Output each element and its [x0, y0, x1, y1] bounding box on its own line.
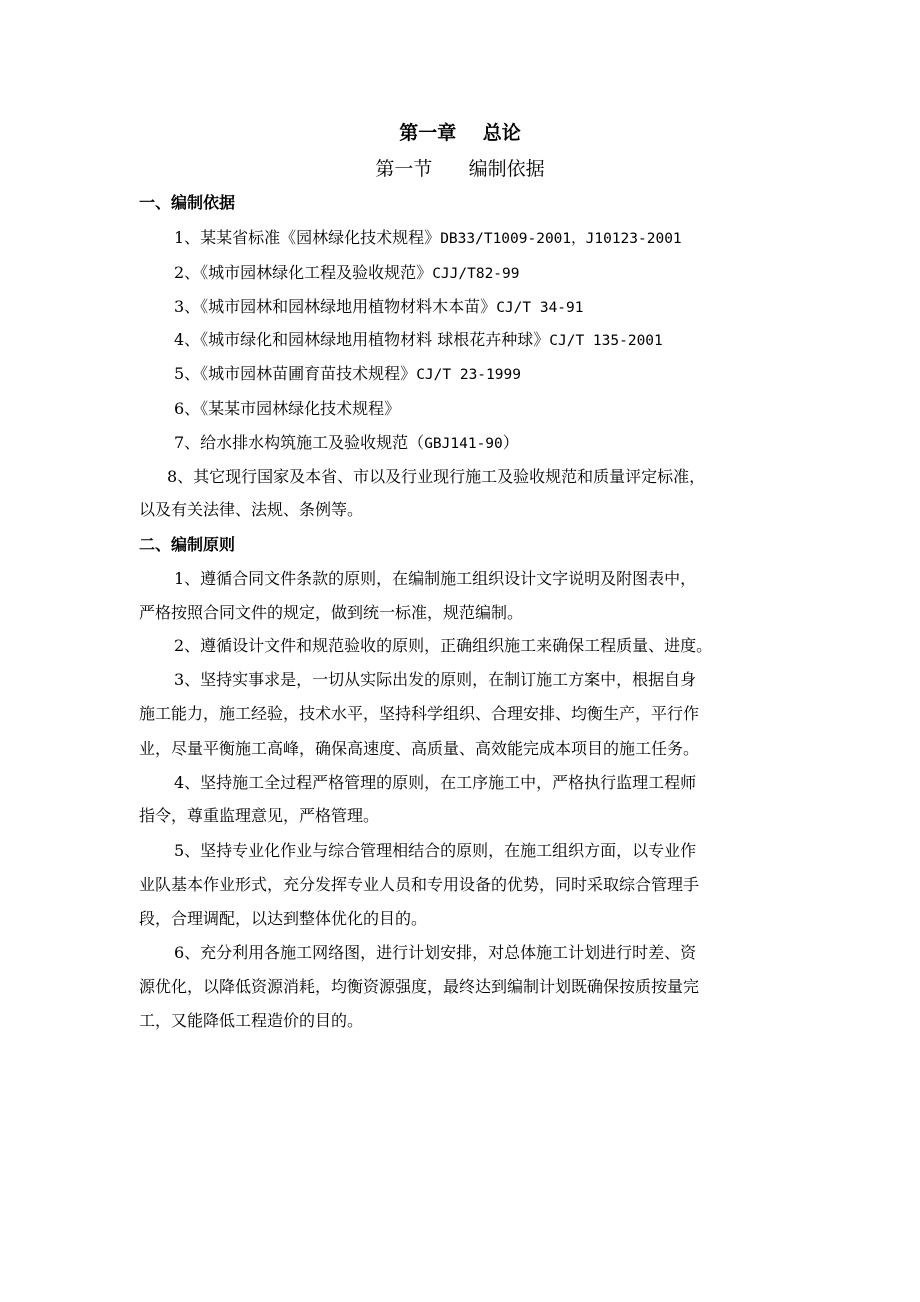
chapter-title: 第一章 总论: [399, 122, 521, 144]
basis-item-text: 7、给水排水构筑施工及验收规范（: [174, 433, 425, 452]
basis-item-text: 1、某某省标准《园林绿化技术规程》: [174, 228, 441, 247]
basis-item-6: [174, 396, 819, 419]
principle-line: 1、遵循合同文件条款的原则，在编制施工组织设计文字说明及附图表中，: [174, 569, 697, 588]
basis-item-code: GBJ141-90: [424, 436, 503, 452]
principle-line: 指令，尊重监理意见，严格管理。: [139, 806, 380, 825]
principle-line: 业，尽量平衡施工高峰，确保高速度、高质量、高效能完成本项目的施工任务。: [139, 739, 700, 758]
basis-item-text: 2、《城市园林绿化工程及验收规范》: [174, 263, 433, 282]
basis-heading: 一、编制依据: [139, 193, 236, 212]
principle-line: 工，又能降低工程造价的目的。: [139, 1011, 364, 1030]
basis-item-text: 5、《城市园林苗圃育苗技术规程》: [174, 364, 417, 383]
basis-item-code: CJ/T 135-2001: [549, 333, 663, 349]
basis-item-code: CJ/T 23-1999: [416, 367, 521, 383]
principles-heading: 二、编制原则: [139, 535, 236, 554]
basis-item-code: CJ/T 34-91: [496, 300, 584, 316]
basis-item-7: [174, 430, 819, 453]
basis-item-code: CJJ/T82-99: [432, 266, 520, 282]
basis-item-3: [174, 294, 819, 317]
basis-item-text: 6、《某某市园林绿化技术规程》: [174, 399, 401, 418]
principle-line: 6、充分利用各施工网络图，进行计划安排，对总体施工计划进行时差、资: [174, 943, 697, 962]
principle-line: 3、坚持实事求是，一切从实际出发的原则，在制订施工方案中，根据自身: [174, 670, 697, 689]
section-title: 第一节 编制依据: [375, 158, 545, 180]
basis-item-8-line-2: 以及有关法律、法规、条例等。: [139, 500, 364, 519]
principle-line: 2、遵循设计文件和规范验收的原则，正确组织施工来确保工程质量、进度。: [174, 636, 713, 655]
principle-line: 严格按照合同文件的规定，做到统一标准，规范编制。: [139, 603, 524, 622]
principle-line: 源优化，以降低资源消耗，均衡资源强度，最终达到编制计划既确保按质按量完: [139, 977, 700, 996]
principle-line: 4、坚持施工全过程严格管理的原则，在工序施工中，严格执行监理工程师: [174, 773, 697, 792]
principle-line: 段，合理调配，以达到整体优化的目的。: [139, 909, 428, 928]
basis-item-2: [174, 260, 819, 283]
basis-item-4: [174, 327, 819, 350]
basis-item-1: [174, 225, 819, 248]
basis-item-code: DB33/T1009-2001，J10123-2001: [440, 231, 682, 247]
basis-item-text: 4、《城市绿化和园林绿地用植物材料 球根花卉种球》: [174, 330, 550, 349]
principle-line: 施工能力，施工经验，技术水平，坚持科学组织、合理安排、均衡生产，平行作: [139, 704, 700, 723]
principle-line: 业队基本作业形式，充分发挥专业人员和专用设备的优势，同时采取综合管理手: [139, 875, 700, 894]
basis-item-5: [174, 361, 819, 384]
principle-line: 5、坚持专业化作业与综合管理相结合的原则，在施工组织方面，以专业作: [174, 841, 697, 860]
basis-item-8-line-1: 8、其它现行国家及本省、市以及行业现行施工及验收规范和质量评定标准，: [167, 467, 706, 486]
basis-item-suffix: ）: [502, 433, 519, 452]
basis-item-text: 3、《城市园林和园林绿地用植物材料木本苗》: [174, 297, 497, 316]
